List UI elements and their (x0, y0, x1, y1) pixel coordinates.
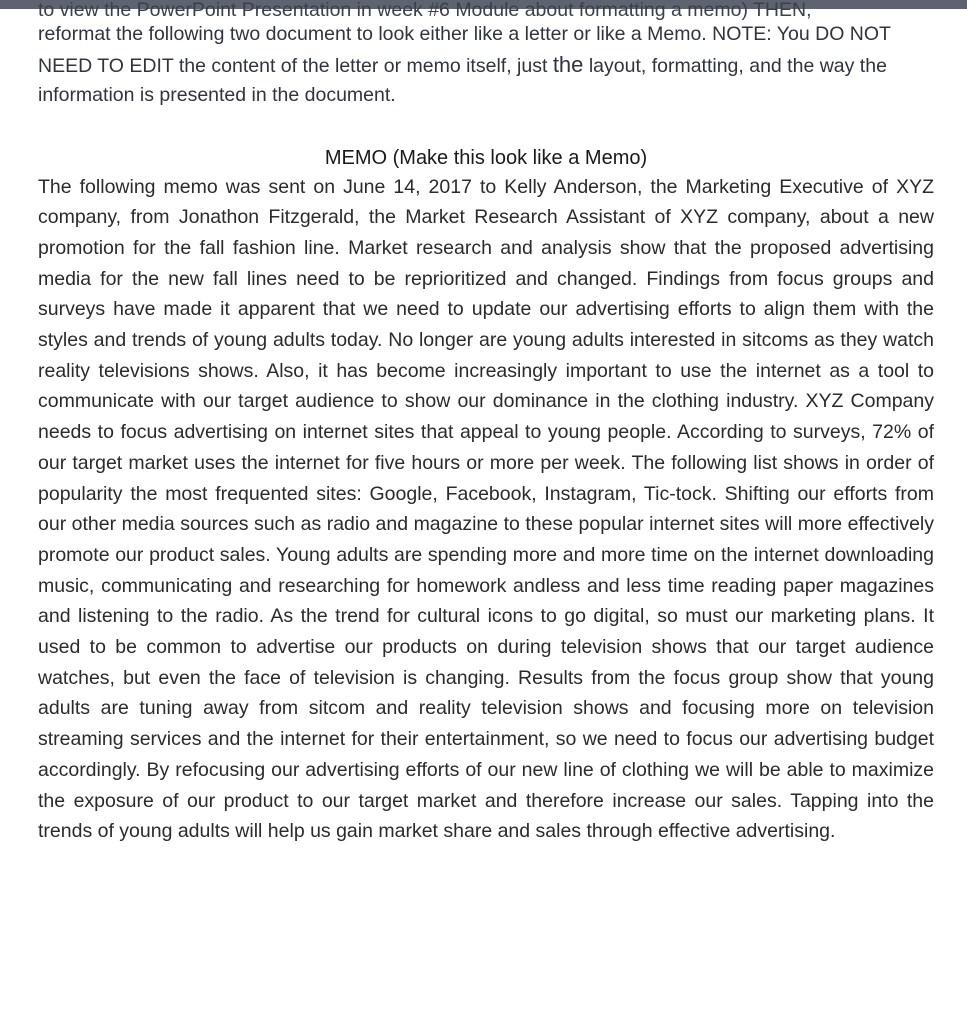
instructions-text-end: layout, formatting, and the way the information is presented in the document. (38, 54, 887, 106)
instructions-emphasis-word: the (552, 51, 584, 77)
memo-heading: MEMO (Make this look like a Memo) (324, 146, 648, 169)
document-page (38, 0, 934, 847)
instructions-paragraph (38, 20, 934, 111)
instructions-text-start: reformat the following two document to look either like a letter or like a Memo. NOTE: You DO NOT NEED TO EDIT the content of the letter or memo itself, just (38, 23, 891, 77)
memo-body-paragraph: The following memo was sent on June 14, 2017 to Kelly Anderson, the Marketing Executive of XYZ company, from Jonathon Fitzgerald, the Market Research Assistant of XYZ company, about a new promotion for the fall fashion line. Market research and analysis show that the proposed advertising media for the new fall lines need to be reprioritized and changed. Findings from focus groups and surveys have made it apparent that we need to update our advertising efforts to align them with the styles and trends of young adults today. No longer are young adults interested in sitcoms as they watch reality televisions shows. Also, it has become increasingly important to use the internet as a tool to communicate with our target audience to show our dominance in the clothing industry. XYZ Company needs to focus advertising on internet sites that appeal to young people. According to surveys, 72% of our target market uses the internet for five hours or more per week. The following list shows in order of popularity the most frequented sites: Google, Facebook, Instagram, Tic-tock. Shifting our efforts from our other media sources such as radio and magazine to these popular internet sites will more effectively promote our product sales. Young adults are spending more and more time on the internet downloading music, communicating and researching for homework andless and less time reading paper magazines and listening to the radio. As the trend for cultural icons to go digital, so must our marketing plans. It used to be common to advertise our products on during television shows that our target audience watches, but even the face of television is changing. Results from the focus group show that young adults are tuning away from sitcom and reality television shows and focusing more on television streaming services and the internet for their entertainment, so we need to focus our advertising budget accordingly. By refocusing our advertising efforts of our new line of clothing we will be able to maximize the exposure of our product to our target market and therefore increase our sales. Tapping into the trends of young adults will help us gain market share and sales through effective advertising. (38, 175, 934, 843)
instructions-partial-line: to view the PowerPoint Presentation in week #6 Module about formatting a memo) THEN, (38, 0, 812, 20)
